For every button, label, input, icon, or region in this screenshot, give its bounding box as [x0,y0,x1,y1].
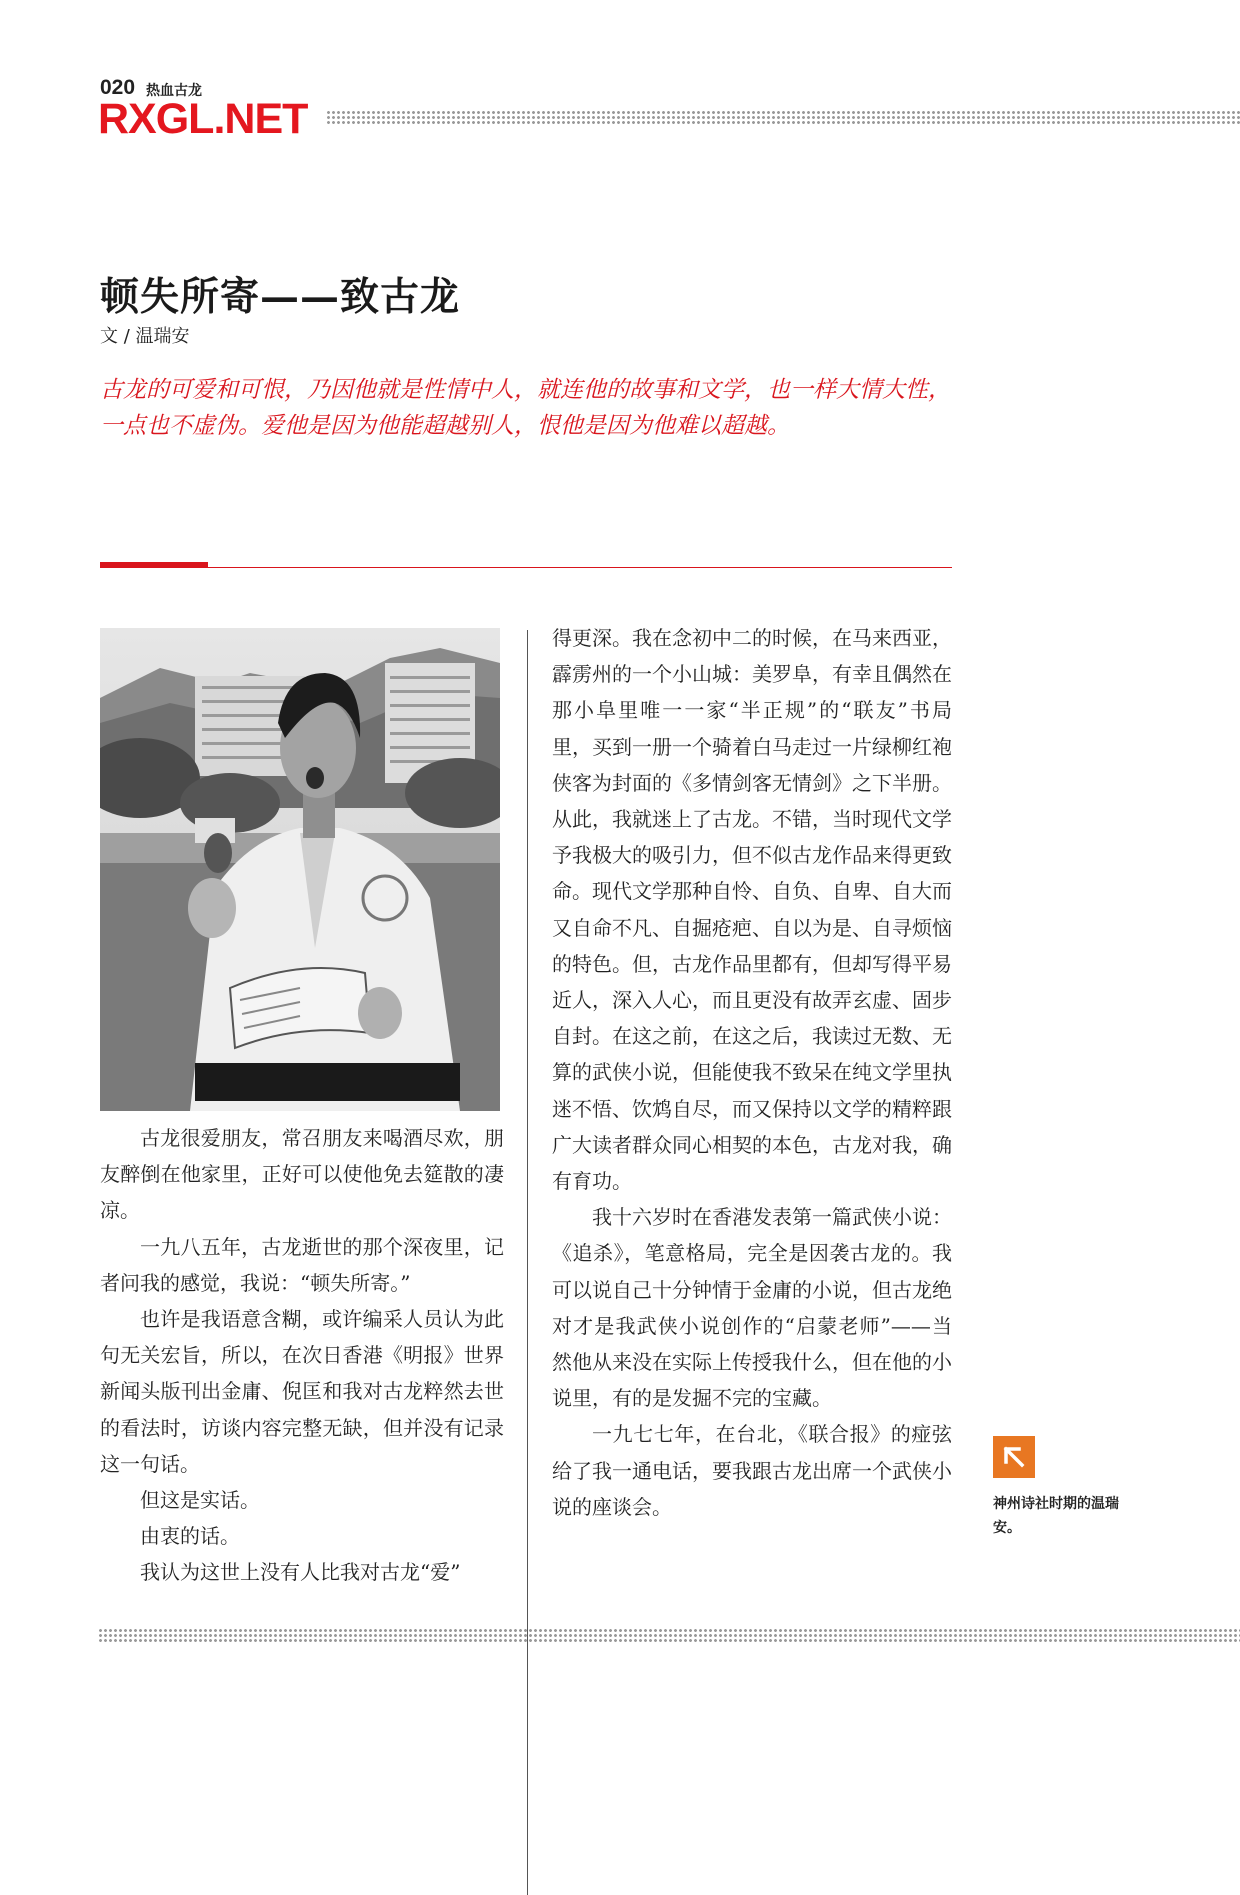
article-title: 顿失所寄——致古龙 [100,274,461,320]
article-photo [100,628,500,1111]
section-divider [100,567,952,568]
site-logo: RXGL.NET [98,95,308,143]
section-divider-accent [100,562,208,568]
article-byline: 文 / 温瑞安 [100,326,190,347]
paragraph: 由衷的话。 [140,1524,240,1549]
paragraph: 我认为这世上没有人比我对古龙“爱” [140,1560,461,1585]
paragraph: 得更深。我在念初中二的时候，在马来西亚，霹雳州的一个小山城：美罗阜，有幸且偶然在那小阜里唯一一家“半正规”的“联友”书局里，买到一册一个骑着白马走过一片绿柳红袍侠客为封面的《多情剑客无情剑》之下半册。从此，我就迷上了古龙。不错，当时现代文学予我极大的吸引力，但不似古龙作品来得更致命。现代文学那种自怜、自负、自卑、自大而又自命不凡、自掘疮疤、自以为是、自寻烦恼的特色。但，古龙作品里都有，但却写得平易近人，深入人心，而且更没有故弄玄虚、固步自封。在这之前，在这之后，我读过无数、无算的武侠小说，但能使我不致呆在纯文学里执迷不悟、饮鸩自尽，而又保持以文学的精粹跟广大读者群众同心相契的本色，古龙对我，确有育功。 [552,626,952,1194]
paragraph: 我十六岁时在香港发表第一篇武侠小说：《追杀》，笔意格局，完全是因袭古龙的。我可以说自己十分钟情于金庸的小说，但古龙绝对才是我武侠小说创作的“启蒙老师”——当然他从来没在实际上传授我什么，但在他的小说里，有的是发掘不完的宝藏。 [552,1205,952,1411]
paragraph: 但这是实话。 [140,1488,260,1513]
header-dotted-rule [326,110,1240,126]
right-column [552,620,952,1525]
section-name: 热血古龙 [146,83,202,99]
paragraph: 也许是我语意含糊，或许编采人员认为此句无关宏旨，所以，在次日香港《明报》世界新闻头版刊出金庸、倪匡和我对古龙粹然去世的看法时，访谈内容完整无缺，但并没有记录这一句话。 [100,1307,504,1476]
paragraph: 一九七七年，在台北，《联合报》的痖弦给了我一通电话，要我跟古龙出席一个武侠小说的座谈会。 [552,1422,952,1519]
column-divider [527,630,528,1895]
page-number: 020 [100,76,136,99]
left-column [100,1120,504,1591]
footer-dotted-rule [98,1628,1240,1644]
paragraph: 古龙很爱朋友，常召朋友来喝酒尽欢，朋友醉倒在他家里，正好可以使他免去筵散的凄凉。 [100,1126,504,1223]
paragraph: 一九八五年，古龙逝世的那个深夜里，记者问我的感觉，我说：“顿失所寄。” [100,1234,504,1295]
article-lead: 古龙的可爱和可恨，乃因他就是性情中人，就连他的故事和文学，也一样大情大性，一点也不虚伪。爱他是因为他能超越别人，恨他是因为他难以超越。 [100,377,951,439]
arrow-up-left-icon [993,1436,1035,1478]
photo-caption: 神州诗社时期的温瑞安。 [993,1496,1119,1536]
